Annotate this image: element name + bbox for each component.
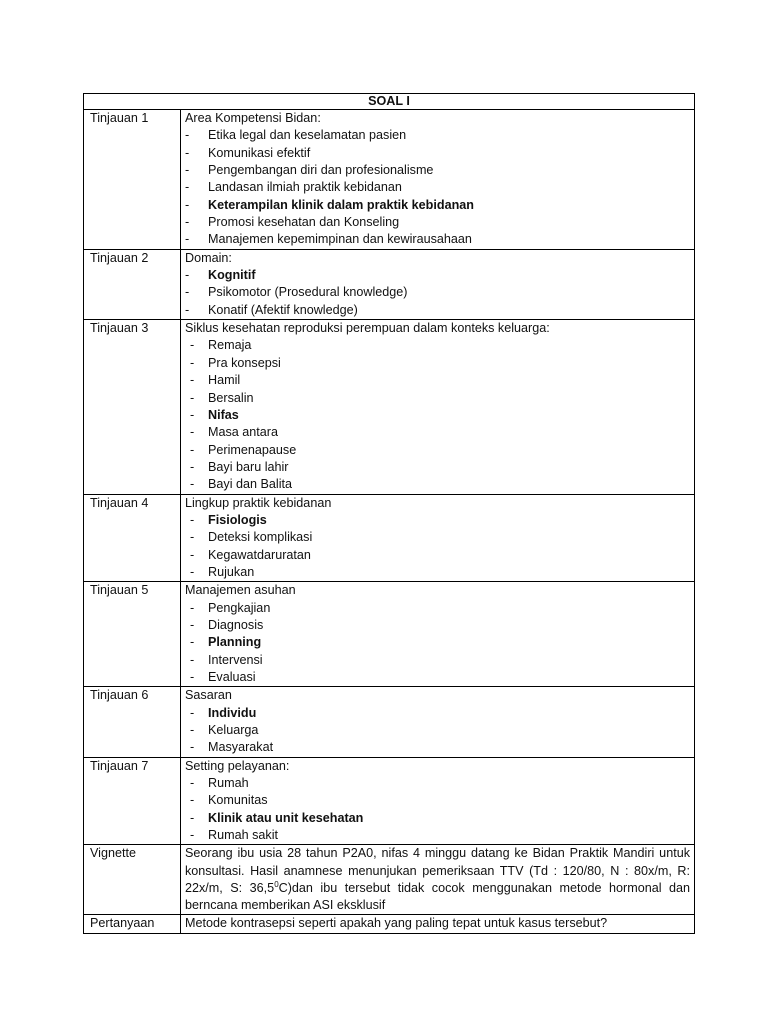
list-item	[185, 442, 690, 459]
list-item	[185, 355, 690, 372]
row-content	[181, 582, 695, 687]
list-item-text: Nifas	[208, 407, 239, 422]
list-item	[185, 197, 690, 214]
item-list	[185, 775, 690, 844]
item-list	[185, 267, 690, 319]
list-item	[185, 231, 690, 248]
list-item	[185, 424, 690, 441]
list-item-text: Rumah	[208, 776, 249, 791]
question-table	[83, 93, 695, 934]
row-label: Tinjauan 4	[84, 494, 181, 582]
list-item-text: Komunitas	[208, 793, 268, 808]
list-item	[185, 127, 690, 144]
row-content	[181, 687, 695, 757]
vignette-text-part: Seorang ibu usia 28 tahun P2A0, nifas 4 minggu datang ke Bidan Praktik Mandiri untuk konsultasi. Hasil anamnese menunjukan pemeriksaan TTV (Td : 120/80, N : 80x/m, R: 22x/m, S: 36,5	[185, 846, 690, 895]
list-item-text: Masyarakat	[208, 740, 274, 755]
question-row	[84, 915, 695, 933]
tinjauan-row	[84, 249, 695, 319]
row-heading: Lingkup praktik kebidanan	[185, 495, 332, 510]
row-content	[181, 249, 695, 319]
list-item	[185, 459, 690, 476]
list-item-text: Bayi dan Balita	[208, 477, 293, 492]
list-item	[185, 792, 690, 809]
degree-superscript: 0	[274, 879, 279, 889]
list-item	[185, 179, 690, 196]
list-item	[185, 722, 690, 739]
row-content	[181, 320, 695, 494]
list-item-text: Kognitif	[208, 268, 256, 283]
list-item-text: Manajemen kepemimpinan dan kewirausahaan	[208, 232, 472, 247]
list-item	[185, 372, 690, 389]
title-row	[84, 94, 695, 110]
list-item	[185, 652, 690, 669]
list-item-text: Planning	[208, 635, 262, 650]
list-item-text: Diagnosis	[208, 617, 264, 632]
list-item-text: Landasan ilmiah praktik kebidanan	[208, 180, 402, 195]
list-item	[185, 214, 690, 231]
row-heading: Manajemen asuhan	[185, 583, 296, 598]
list-item	[185, 739, 690, 756]
question-label: Pertanyaan	[84, 915, 181, 933]
list-item	[185, 337, 690, 354]
item-list	[185, 512, 690, 581]
tinjauan-row	[84, 110, 695, 250]
row-label: Tinjauan 2	[84, 249, 181, 319]
list-item	[185, 284, 690, 301]
list-item-text: Individu	[208, 705, 257, 720]
row-label: Tinjauan 6	[84, 687, 181, 757]
vignette-text	[181, 845, 695, 915]
list-item-text: Pengkajian	[208, 600, 271, 615]
vignette-row	[84, 845, 695, 915]
list-item	[185, 390, 690, 407]
table-title: SOAL I	[84, 94, 695, 110]
list-item	[185, 145, 690, 162]
list-item	[185, 600, 690, 617]
row-heading: Area Kompetensi Bidan:	[185, 111, 321, 125]
row-heading: Siklus kesehatan reproduksi perempuan dalam konteks keluarga:	[185, 321, 550, 336]
tinjauan-row	[84, 320, 695, 494]
item-list	[185, 705, 690, 757]
list-item-text: Hamil	[208, 373, 241, 388]
row-heading: Domain:	[185, 250, 232, 265]
vignette-text-part: C)dan ibu tersebut tidak cocok menggunakan metode hormonal dan berncana memberikan ASI eksklusif	[185, 880, 691, 913]
tinjauan-row	[84, 757, 695, 845]
tinjauan-row	[84, 687, 695, 757]
list-item-text: Intervensi	[208, 652, 263, 667]
list-item-text: Deteksi komplikasi	[208, 530, 313, 545]
list-item-text: Pengembangan diri dan profesionalisme	[208, 163, 434, 178]
list-item-text: Komunikasi efektif	[208, 145, 311, 160]
list-item-text: Rujukan	[208, 564, 255, 579]
row-heading: Setting pelayanan:	[185, 758, 290, 773]
list-item	[185, 564, 690, 581]
list-item-text: Konatif (Afektif knowledge)	[208, 302, 358, 317]
list-item	[185, 810, 690, 827]
list-item	[185, 827, 690, 844]
row-content	[181, 494, 695, 582]
list-item	[185, 669, 690, 686]
row-content	[181, 110, 695, 250]
row-label: Tinjauan 1	[84, 110, 181, 250]
list-item	[185, 407, 690, 424]
list-item	[185, 547, 690, 564]
list-item	[185, 512, 690, 529]
list-item-text: Promosi kesehatan dan Konseling	[208, 215, 400, 230]
vignette-label: Vignette	[84, 845, 181, 915]
list-item-text: Bersalin	[208, 390, 254, 405]
item-list	[185, 127, 690, 248]
list-item	[185, 775, 690, 792]
question-table-body	[84, 94, 695, 934]
tinjauan-row	[84, 494, 695, 582]
tinjauan-row	[84, 582, 695, 687]
list-item-text: Etika legal dan keselamatan pasien	[208, 128, 407, 143]
list-item-text: Bayi baru lahir	[208, 459, 289, 474]
list-item	[185, 162, 690, 179]
list-item-text: Rumah sakit	[208, 828, 278, 843]
list-item	[185, 529, 690, 546]
list-item-text: Keterampilan klinik dalam praktik kebidanan	[208, 197, 474, 212]
list-item	[185, 267, 690, 284]
list-item	[185, 705, 690, 722]
list-item-text: Masa antara	[208, 425, 279, 440]
row-heading: Sasaran	[185, 688, 232, 703]
row-label: Tinjauan 3	[84, 320, 181, 494]
list-item-text: Perimenapause	[208, 442, 297, 457]
row-content	[181, 757, 695, 845]
list-item-text: Pra konsepsi	[208, 355, 281, 370]
item-list	[185, 337, 690, 493]
list-item	[185, 617, 690, 634]
list-item-text: Remaja	[208, 338, 252, 353]
list-item	[185, 634, 690, 651]
list-item-text: Evaluasi	[208, 670, 256, 684]
question-text: Metode kontrasepsi seperti apakah yang paling tepat untuk kasus tersebut?	[181, 915, 695, 933]
row-label: Tinjauan 7	[84, 757, 181, 845]
list-item-text: Kegawatdaruratan	[208, 547, 311, 562]
list-item-text: Psikomotor (Prosedural knowledge)	[208, 285, 408, 300]
list-item-text: Keluarga	[208, 723, 259, 738]
item-list	[185, 600, 690, 687]
list-item	[185, 476, 690, 493]
list-item	[185, 302, 690, 319]
list-item-text: Fisiologis	[208, 512, 267, 527]
list-item-text: Klinik atau unit kesehatan	[208, 810, 364, 825]
row-label: Tinjauan 5	[84, 582, 181, 687]
